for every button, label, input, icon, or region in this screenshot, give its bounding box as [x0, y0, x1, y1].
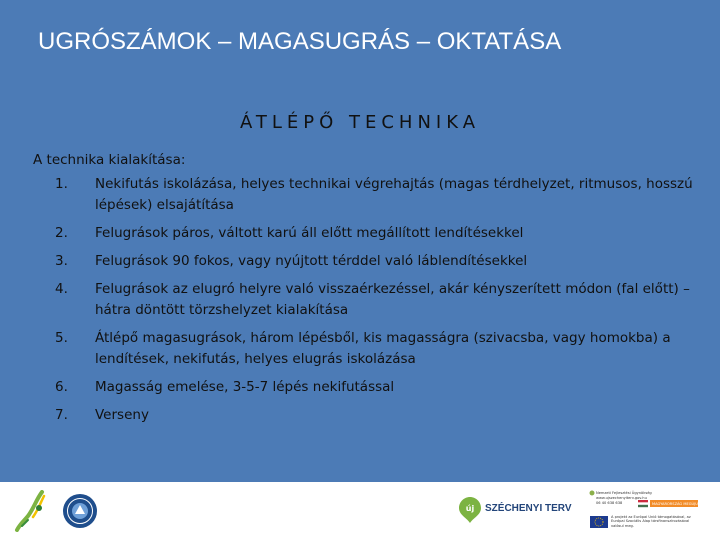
list-item-number: 2. [55, 225, 68, 241]
list-item-text: Magasság emelése, 3-5-7 lépés nekifutással [95, 379, 395, 395]
list-item-text: Felugrások az elugró helyre való visszaérkezéssel, akár kényszerített módon (fal előtt) – hátra döntött törzshelyzet kialakítása [95, 281, 690, 318]
list-item [33, 377, 693, 398]
intro-text: A technika kialakítása: [33, 152, 186, 168]
list-item-number: 5. [55, 330, 68, 346]
eu-funder-text: Nemzeti Fejlesztési Ügynökség [596, 491, 652, 495]
list-item-text: Felugrások 90 fokos, vagy nyújtott térddel való láblendítésekkel [95, 253, 528, 269]
list-item [33, 405, 693, 426]
szechenyi-terv-label: SZÉCHENYI TERV [485, 503, 572, 514]
eu-phone-text: 06 40 638 638 [596, 501, 623, 505]
list-item-number: 6. [55, 379, 68, 395]
technique-steps-list [33, 174, 693, 433]
university-seal-icon [62, 493, 98, 529]
list-item [33, 328, 693, 370]
slide-title: UGRÓSZÁMOK – MAGASUGRÁS – OKTATÁSA [38, 28, 562, 55]
szechenyi-terv-logo-icon [458, 496, 482, 524]
list-item-text: Verseny [95, 407, 149, 423]
list-item-number: 7. [55, 407, 68, 423]
eu-funding-logo-icon [588, 489, 702, 533]
list-item-number: 3. [55, 253, 68, 269]
list-item [33, 279, 693, 321]
list-item-number: 1. [55, 176, 68, 192]
list-item [33, 223, 693, 244]
eu-note-text: A projekt az Európai Unió támogatásával, az Európai Szociális Alap társfinanszírozásával valósul meg. [611, 515, 691, 528]
eu-sites-text: www.ujszechenyiterv.gov.hu [596, 496, 647, 500]
list-item-text: Nekifutás iskolázása, helyes technikai végrehajtás (magas térdhelyzet, ritmusos, hosszú lépések) elsajátítása [95, 176, 693, 213]
hungary-renews-text: MAGYARORSZÁG MEGÚJUL [652, 502, 700, 506]
list-item-text: Felugrások páros, váltott karú áll előtt megállított lendítésekkel [95, 225, 524, 241]
szechenyi-badge-text: új [465, 504, 475, 513]
list-item-text: Átlépő magasugrások, három lépésből, kis magasságra (szivacsba, vagy homokba) a lendítések, nekifutás, helyes elugrás iskolázása [95, 330, 671, 367]
athletics-logo-icon [14, 490, 54, 532]
list-item [33, 174, 693, 216]
list-item [33, 251, 693, 272]
slide-subtitle: ÁTLÉPŐ TECHNIKA [239, 112, 481, 133]
list-item-number: 4. [55, 281, 68, 297]
